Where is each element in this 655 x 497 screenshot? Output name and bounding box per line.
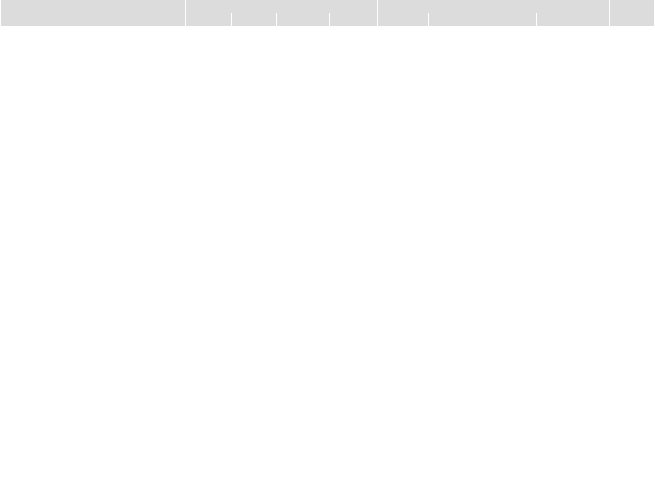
header-prom [610, 0, 654, 13]
header-blank [1, 13, 185, 26]
report-table [0, 0, 655, 39]
header-totales [378, 0, 609, 13]
spacer-cell [1, 26, 185, 39]
header-kgs [537, 13, 609, 26]
header-cabezas [378, 13, 428, 26]
header-precios [186, 0, 376, 13]
header-mediana [330, 13, 376, 26]
header-importe [429, 13, 536, 26]
header-maximo [232, 13, 276, 26]
header-categoria [1, 0, 185, 13]
header-minimo [186, 13, 230, 26]
header-prom-kgs [610, 13, 654, 26]
spacer-row [1, 26, 654, 39]
report-body [1, 26, 654, 39]
header-promedio [277, 13, 329, 26]
